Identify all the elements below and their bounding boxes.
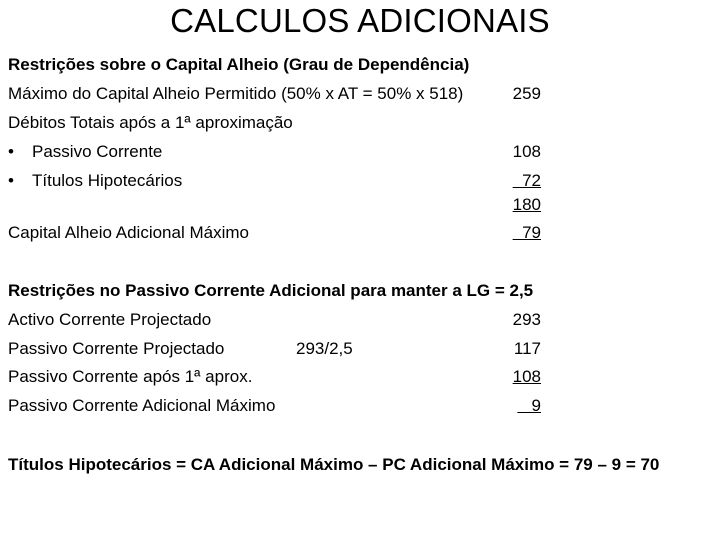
section1-heading: Restrições sobre o Capital Alheio (Grau de Dependência) [8, 55, 470, 74]
capital-adicional-value: 79 [522, 223, 541, 242]
passivo-apos-label: Passivo Corrente após 1ª aprox. [8, 367, 253, 386]
debitos-totais-label: Débitos Totais após a 1ª aproximação [8, 113, 293, 132]
passivo-projectado-value: 117 [513, 339, 541, 358]
activo-corrente-label: Activo Corrente Projectado [8, 310, 212, 329]
passivo-apos-value: 108 [512, 367, 541, 386]
passivo-corrente-label: Passivo Corrente [32, 142, 163, 161]
capital-adicional-label: Capital Alheio Adicional Máximo [8, 223, 249, 242]
titulos-hipotecarios-value: 72 [522, 171, 541, 190]
conclusion-formula: Títulos Hipotecários = CA Adicional Máximo – PC Adicional Máximo = 79 – 9 = 70 [8, 455, 660, 474]
titulos-hipotecarios-row [8, 170, 182, 192]
passivo-projectado-formula: 293/2,5 [296, 339, 353, 358]
bullet-icon: • [8, 171, 14, 190]
max-capital-label: Máximo do Capital Alheio Permitido (50% x AT = 50% x 518) [8, 84, 464, 103]
passivo-corrente-row [8, 141, 162, 163]
bullet-icon: • [8, 142, 14, 161]
passivo-adicional-label: Passivo Corrente Adicional Máximo [8, 396, 276, 415]
section2-heading: Restrições no Passivo Corrente Adicional para manter a LG = 2,5 [8, 281, 534, 300]
passivo-corrente-value: 108 [512, 142, 541, 161]
max-capital-value: 259 [512, 84, 541, 103]
activo-corrente-value: 293 [512, 310, 541, 329]
passivo-adicional-value: 9 [531, 396, 541, 415]
page-title: CALCULOS ADICIONAIS [170, 2, 550, 39]
titulos-hipotecarios-label: Títulos Hipotecários [32, 171, 183, 190]
debitos-subtotal-value: 180 [512, 195, 541, 214]
passivo-projectado-label: Passivo Corrente Projectado [8, 339, 225, 358]
